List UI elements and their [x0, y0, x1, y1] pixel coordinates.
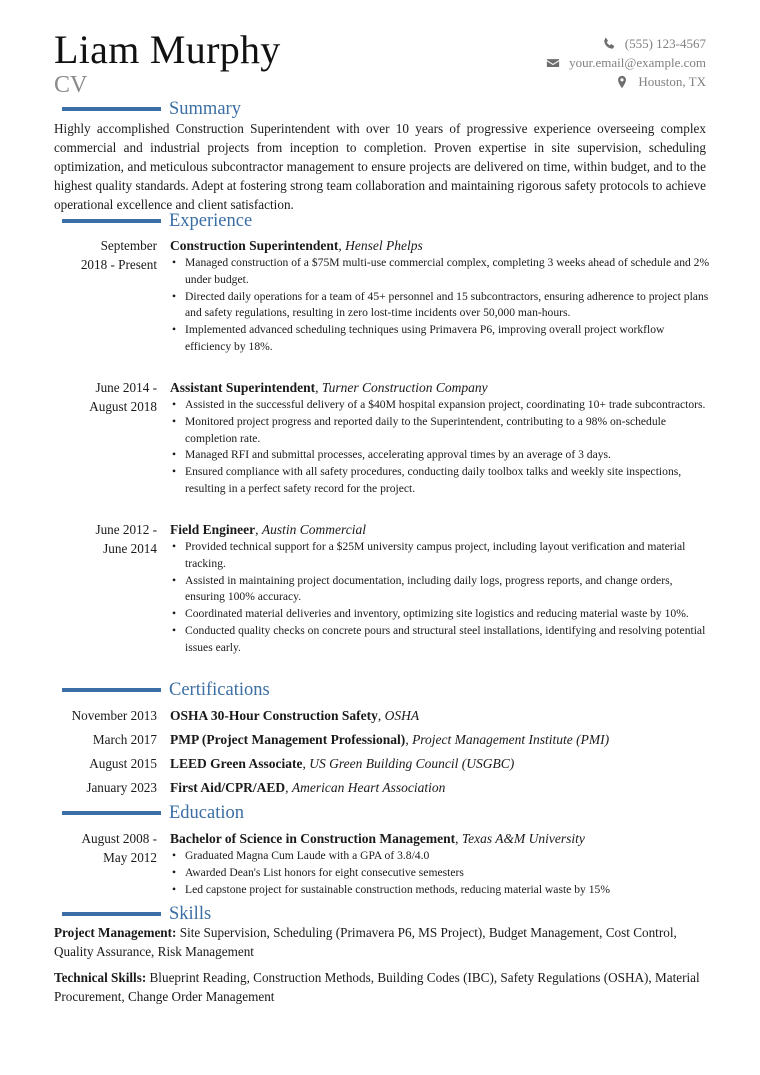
- entry-date-line: June 2012 -: [95, 522, 157, 537]
- contact-block: [545, 34, 706, 91]
- certification-name: First Aid/CPR/AED: [170, 780, 286, 795]
- skills-label: Technical Skills:: [54, 970, 147, 985]
- summary-text: Highly accomplished Construction Superintendent with over 10 years of progressive experience overseeing complex commercial and industrial projects from inception to completion. Proven expertise in site supervision, scheduling optimization, and meticulous subcontractor management to ensure projects are delivered on time, within budget, and to the highest quality standards. Adept at fostering strong team collaboration and maintaining rigorous safety protocols to achieve operational excellence and client satisfaction.: [54, 121, 706, 212]
- skills-row: [54, 968, 714, 1006]
- location-text: Houston, TX: [638, 73, 706, 89]
- bullet-item: • Graduated Magna Cum Laude with a GPA of 3.8/4.0: [170, 848, 710, 865]
- certification-date: August 2015: [89, 756, 157, 771]
- section-bar: [62, 219, 161, 223]
- entry-bullets: [170, 848, 710, 898]
- bullet-item: • Coordinated material deliveries and inventory, optimizing site logistics and reducing material waste by 10%.: [170, 606, 710, 623]
- section-title: Certifications: [169, 680, 270, 700]
- bullet-item: • Ensured compliance with all safety procedures, conducting daily toolbox talks and weekly site inspections, resulting in a perfect safety record for the project.: [170, 464, 710, 498]
- contact-phone: [545, 34, 706, 53]
- certification-text: First Aid/CPR/AED, American Heart Association: [170, 780, 446, 795]
- entry-role: Bachelor of Science in Construction Management: [170, 831, 456, 846]
- certification-org: US Green Building Council (USGBC): [309, 756, 515, 771]
- section-bar: [62, 811, 161, 815]
- section-skills-heading: [62, 903, 211, 925]
- section-title: Summary: [169, 99, 241, 119]
- skills-text: Blueprint Reading, Construction Methods, Building Codes (IBC), Safety Regulations (OSHA), Material Procurement, Change Order Management: [54, 970, 700, 1004]
- bullet-item: • Led capstone project for sustainable construction methods, reducing material waste by 15%: [170, 882, 710, 899]
- entry-date: [17, 236, 157, 274]
- entry-body: [170, 520, 710, 657]
- certification-row: [0, 778, 760, 800]
- bullet-item: • Managed RFI and submittal processes, accelerating approval times by an average of 3 days.: [170, 447, 710, 464]
- certification-name: PMP (Project Management Professional): [170, 732, 406, 747]
- entry-heading: Construction Superintendent, Hensel Phelps: [170, 238, 423, 253]
- contact-location: [545, 72, 706, 91]
- entry-date: [17, 520, 157, 558]
- certification-text: PMP (Project Management Professional), Project Management Institute (PMI): [170, 732, 610, 747]
- entry-org: Texas A&M University: [461, 831, 585, 846]
- certification-org: American Heart Association: [291, 780, 446, 795]
- certification-text: LEED Green Associate, US Green Building Council (USGBC): [170, 756, 515, 771]
- email-text[interactable]: your.email@example.com: [569, 54, 706, 70]
- section-bar: [62, 912, 161, 916]
- section-summary-heading: [62, 98, 241, 120]
- certification-row: [0, 754, 760, 776]
- entry-role: Construction Superintendent: [170, 238, 339, 253]
- section-title: Education: [169, 803, 245, 823]
- certification-text: OSHA 30-Hour Construction Safety, OSHA: [170, 708, 420, 723]
- bullet-item: • Assisted in maintaining project documentation, including daily logs, progress reports, and change orders, ensuring 100% accuracy.: [170, 573, 710, 607]
- section-bar: [62, 688, 161, 692]
- bullet-item: • Monitored project progress and reported daily to the Superintendent, contributing to a 98% on-schedule completion rate.: [170, 414, 710, 448]
- section-bar: [62, 107, 161, 111]
- certification-date: March 2017: [92, 732, 157, 747]
- certification-row: [0, 730, 760, 752]
- entry-bullets: [170, 397, 710, 498]
- candidate-name: Liam Murphy: [54, 27, 281, 72]
- entry-body: [170, 378, 710, 498]
- bullet-item: • Assisted in the successful delivery of a $40M hospital expansion project, coordinating 10+ trade subcontractors.: [170, 397, 710, 414]
- entry-date-line: August 2008 -: [81, 831, 157, 846]
- section-title: Skills: [169, 904, 212, 924]
- entry-date: [17, 829, 157, 867]
- entry-org: Austin Commercial: [261, 522, 366, 537]
- entry-bullets: [170, 539, 710, 657]
- entry-body: [170, 829, 710, 898]
- entry-org: Turner Construction Company: [321, 380, 488, 395]
- entry-date-line: May 2012: [103, 850, 157, 865]
- entry-date-line: 2018 - Present: [80, 257, 157, 272]
- entry-body: [170, 236, 710, 356]
- bullet-item: • Awarded Dean's List honors for eight consecutive semesters: [170, 865, 710, 882]
- skills-label: Project Management:: [54, 925, 177, 940]
- certification-row: [0, 706, 760, 728]
- phone-icon: [601, 37, 617, 51]
- entry-role: Assistant Superintendent: [170, 380, 316, 395]
- bullet-item: • Provided technical support for a $25M university campus project, including layout verification and material tracking.: [170, 539, 710, 573]
- skills-text: Site Supervision, Scheduling (Primavera P6, MS Project), Budget Management, Cost Control, Quality Assurance, Risk Management: [54, 925, 677, 959]
- contact-email: [545, 53, 706, 72]
- certification-date: January 2023: [86, 780, 157, 795]
- certification-name: OSHA 30-Hour Construction Safety: [170, 708, 378, 723]
- entry-heading: Assistant Superintendent, Turner Construction Company: [170, 380, 488, 395]
- entry-date-line: June 2014 -: [95, 380, 157, 395]
- phone-text[interactable]: (555) 123-4567: [624, 35, 706, 51]
- entry-heading: Field Engineer, Austin Commercial: [170, 522, 366, 537]
- section-education-heading: [62, 802, 244, 824]
- bullet-item: • Implemented advanced scheduling techniques using Primavera P6, improving overall project workflow efficiency by 18%.: [170, 322, 710, 356]
- certification-date: November 2013: [71, 708, 157, 723]
- document-subtitle: CV: [54, 72, 88, 98]
- bullet-item: • Conducted quality checks on concrete pours and structural steel installations, identifying and resolving potential issues early.: [170, 623, 710, 657]
- bullet-item: • Directed daily operations for a team of 45+ personnel and 15 subcontractors, ensuring adherence to project plans and safety regulations, resulting in zero lost-time incidents over 50,000 man-hours.: [170, 289, 710, 323]
- envelope-icon: [545, 56, 561, 70]
- certification-name: LEED Green Associate: [170, 756, 303, 771]
- entry-date-line: June 2014: [103, 541, 157, 556]
- bullet-item: • Managed construction of a $75M multi-use commercial complex, completing 3 weeks ahead of schedule and 2% under budget.: [170, 255, 710, 289]
- entry-date-line: August 2018: [89, 399, 157, 414]
- section-title: Experience: [169, 211, 253, 231]
- entry-date: [17, 378, 157, 416]
- entry-bullets: [170, 255, 710, 356]
- certification-org: OSHA: [384, 708, 420, 723]
- entry-role: Field Engineer: [170, 522, 256, 537]
- skills-row: [54, 923, 714, 961]
- section-experience-heading: [62, 210, 252, 232]
- certification-org: Project Management Institute (PMI): [412, 732, 610, 747]
- section-certifications-heading: [62, 679, 270, 701]
- entry-date-line: September: [100, 238, 157, 253]
- map-pin-icon: [614, 75, 630, 89]
- entry-heading: Bachelor of Science in Construction Management, Texas A&M University: [170, 831, 585, 846]
- entry-org: Hensel Phelps: [345, 238, 423, 253]
